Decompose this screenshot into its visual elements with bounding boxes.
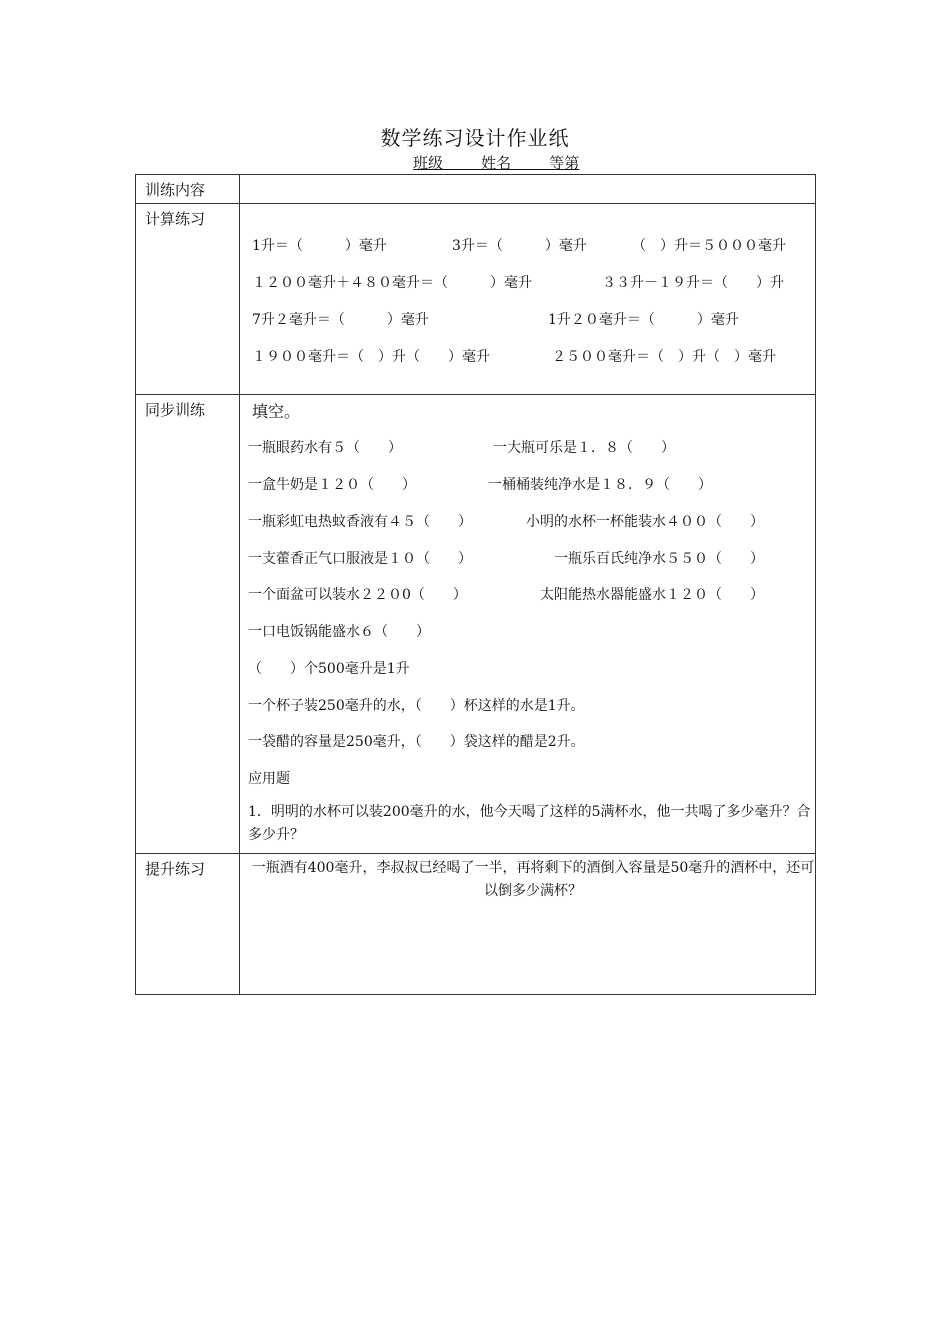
advanced-question: 一瓶酒有400毫升，李叔叔已经喝了一半，再将剩下的酒倒入容量是50毫升的酒杯中，还可以倒多少满杯？: [251, 860, 815, 899]
blank-item: 一个杯子装250毫升的水，（ ）杯这样的水是1升。: [248, 698, 585, 714]
calc-cell: [240, 204, 816, 395]
application-question-1: 1．明明的水杯可以装200毫升的水，他今天喝了这样的5满杯水，他一共喝了多少毫升？合多少升？: [248, 804, 811, 843]
calc-item: ３３升－１９升＝（ ）升: [602, 275, 784, 291]
blank-item: 一盒牛奶是１２０（ ）: [248, 477, 416, 493]
table-row: [136, 204, 816, 395]
blank-item: 一个面盆可以装水２２０0（ ）: [248, 587, 467, 603]
advanced-cell: [240, 854, 816, 995]
blank-item: 太阳能热水器能盛水１２０（ ）: [540, 587, 764, 603]
blank-item: 一桶桶装纯净水是１８．９（ ）: [488, 477, 712, 493]
blank-item: 小明的水杯一杯能装水４００（ ）: [526, 514, 764, 530]
table-row: [136, 175, 816, 204]
sync-cell: [240, 395, 816, 854]
calc-item: 1升２０毫升＝（ ）毫升: [548, 312, 739, 328]
calc-item: ２５００毫升＝（ ）升（ ）毫升: [552, 349, 776, 365]
fill-blank-heading: 填空。: [252, 402, 301, 421]
application-heading: 应用题: [248, 771, 290, 787]
table-row: [136, 395, 816, 854]
calc-item: １９００毫升＝（ ）升（ ）毫升: [252, 349, 490, 365]
blank-item: 一大瓶可乐是１．８（ ）: [493, 440, 675, 456]
row-label-content: 训练内容: [136, 175, 240, 204]
calc-item: （ ）升＝５０００毫升: [632, 238, 786, 254]
content-cell: [240, 175, 816, 204]
calc-item: 3升＝（ ）毫升: [452, 238, 587, 254]
blank-item: 一口电饭锅能盛水６（ ）: [248, 624, 430, 640]
table-row: [136, 854, 816, 995]
class-name-grade-line: 班级 姓名 等第: [413, 154, 580, 172]
blank-item: 一瓶乐百氏纯净水５５０（ ）: [554, 551, 764, 567]
calc-item: 1升＝（ ）毫升: [252, 238, 387, 254]
calc-item: １２００毫升＋４８０毫升＝（ ）毫升: [252, 275, 532, 291]
blank-item: 一瓶彩虹电热蚊香液有４５（ ）: [248, 514, 472, 530]
blank-item: 一瓶眼药水有５（ ）: [248, 440, 402, 456]
row-label-calc: 计算练习: [136, 204, 240, 395]
page-title: 数学练习设计作业纸: [380, 126, 570, 150]
worksheet-table: [135, 174, 816, 995]
calc-item: 7升２毫升＝（ ）毫升: [252, 312, 429, 328]
blank-item: 一支藿香正气口服液是１０（ ）: [248, 551, 472, 567]
row-label-sync: 同步训练: [136, 395, 240, 854]
blank-item: （ ）个500毫升是1升: [248, 661, 410, 677]
row-label-advanced: 提升练习: [136, 854, 240, 995]
blank-item: 一袋醋的容量是250毫升，（ ）袋这样的醋是2升。: [248, 734, 585, 750]
